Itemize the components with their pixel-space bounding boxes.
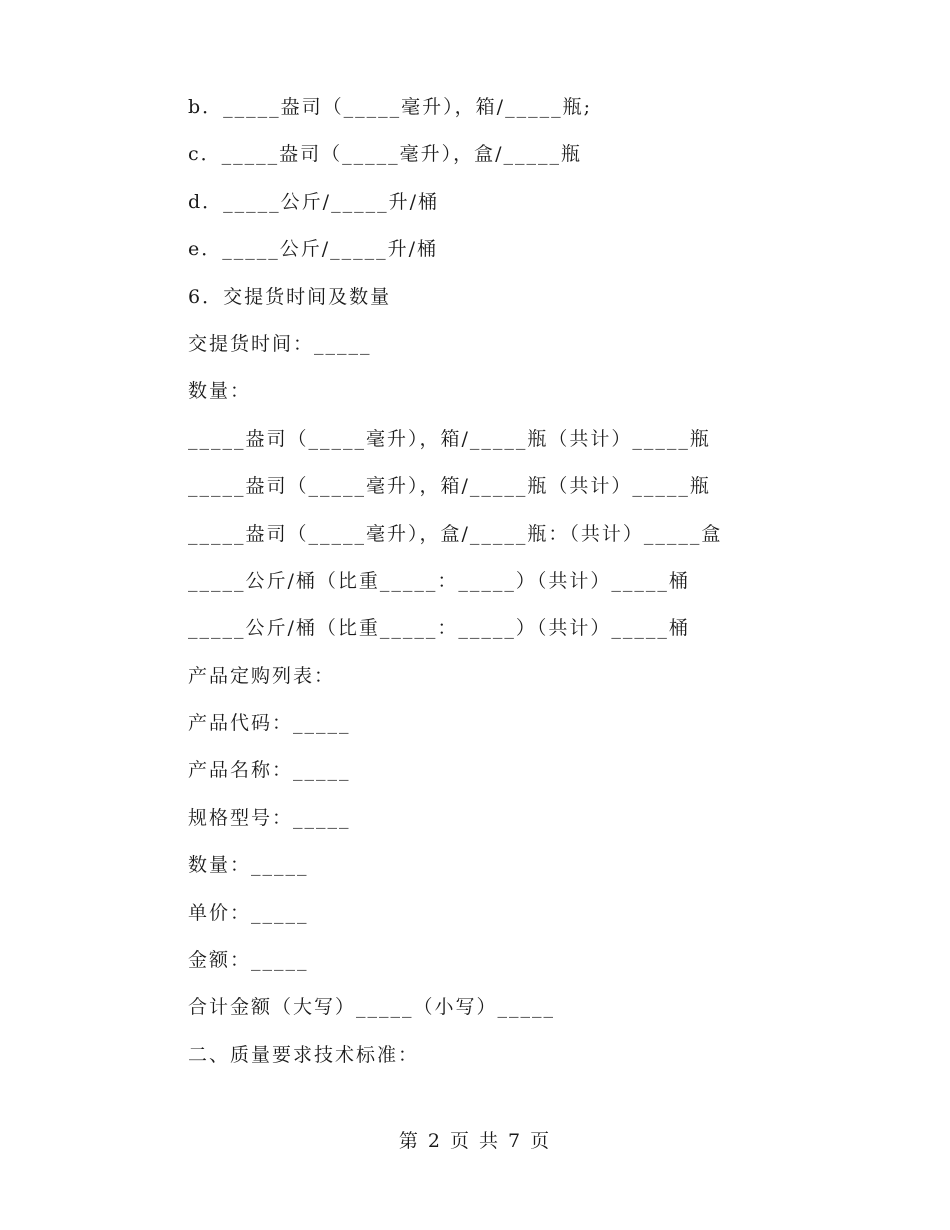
page-number-footer: 第 2 页 共 7 页 — [398, 1130, 552, 1152]
quantity-line: _____盎司（_____毫升），箱/_____瓶（共计）_____瓶 — [188, 427, 711, 450]
quantity-line: _____盎司（_____毫升），箱/_____瓶（共计）_____瓶 — [188, 475, 711, 498]
quantity-line: _____公斤/桶（比重_____：_____）（共计）_____桶 — [188, 617, 690, 640]
section-heading-delivery: 6．交提货时间及数量 — [188, 285, 392, 308]
document-body — [188, 90, 868, 1085]
order-list-heading: 产品定购列表： — [188, 664, 336, 687]
quantity-heading: 数量： — [188, 380, 252, 403]
product-code-line: 产品代码：_____ — [188, 712, 351, 735]
quantity-line: _____盎司（_____毫升），盒/_____瓶：（共计）_____盒 — [188, 522, 723, 545]
product-name-line: 产品名称：_____ — [188, 759, 351, 782]
amount-line: 金额：_____ — [188, 949, 309, 972]
section-heading-quality: 二、质量要求技术标准： — [188, 1043, 420, 1066]
delivery-time-line: 交提货时间：_____ — [188, 332, 372, 355]
spec-line-e: e．_____公斤/_____升/桶 — [188, 238, 439, 261]
total-amount-line: 合计金额（大写）_____（小写）_____ — [188, 996, 556, 1019]
spec-model-line: 规格型号：_____ — [188, 806, 351, 829]
spec-line-b: b．_____盎司（_____毫升），箱/_____瓶; — [188, 96, 592, 118]
unit-price-line: 单价：_____ — [188, 901, 309, 924]
order-quantity-line: 数量：_____ — [188, 854, 309, 877]
spec-line-c: c．_____盎司（_____毫升），盒/_____瓶 — [188, 143, 583, 166]
spec-line-d: d．_____公斤/_____升/桶 — [188, 190, 439, 213]
quantity-line: _____公斤/桶（比重_____：_____）（共计）_____桶 — [188, 569, 690, 592]
